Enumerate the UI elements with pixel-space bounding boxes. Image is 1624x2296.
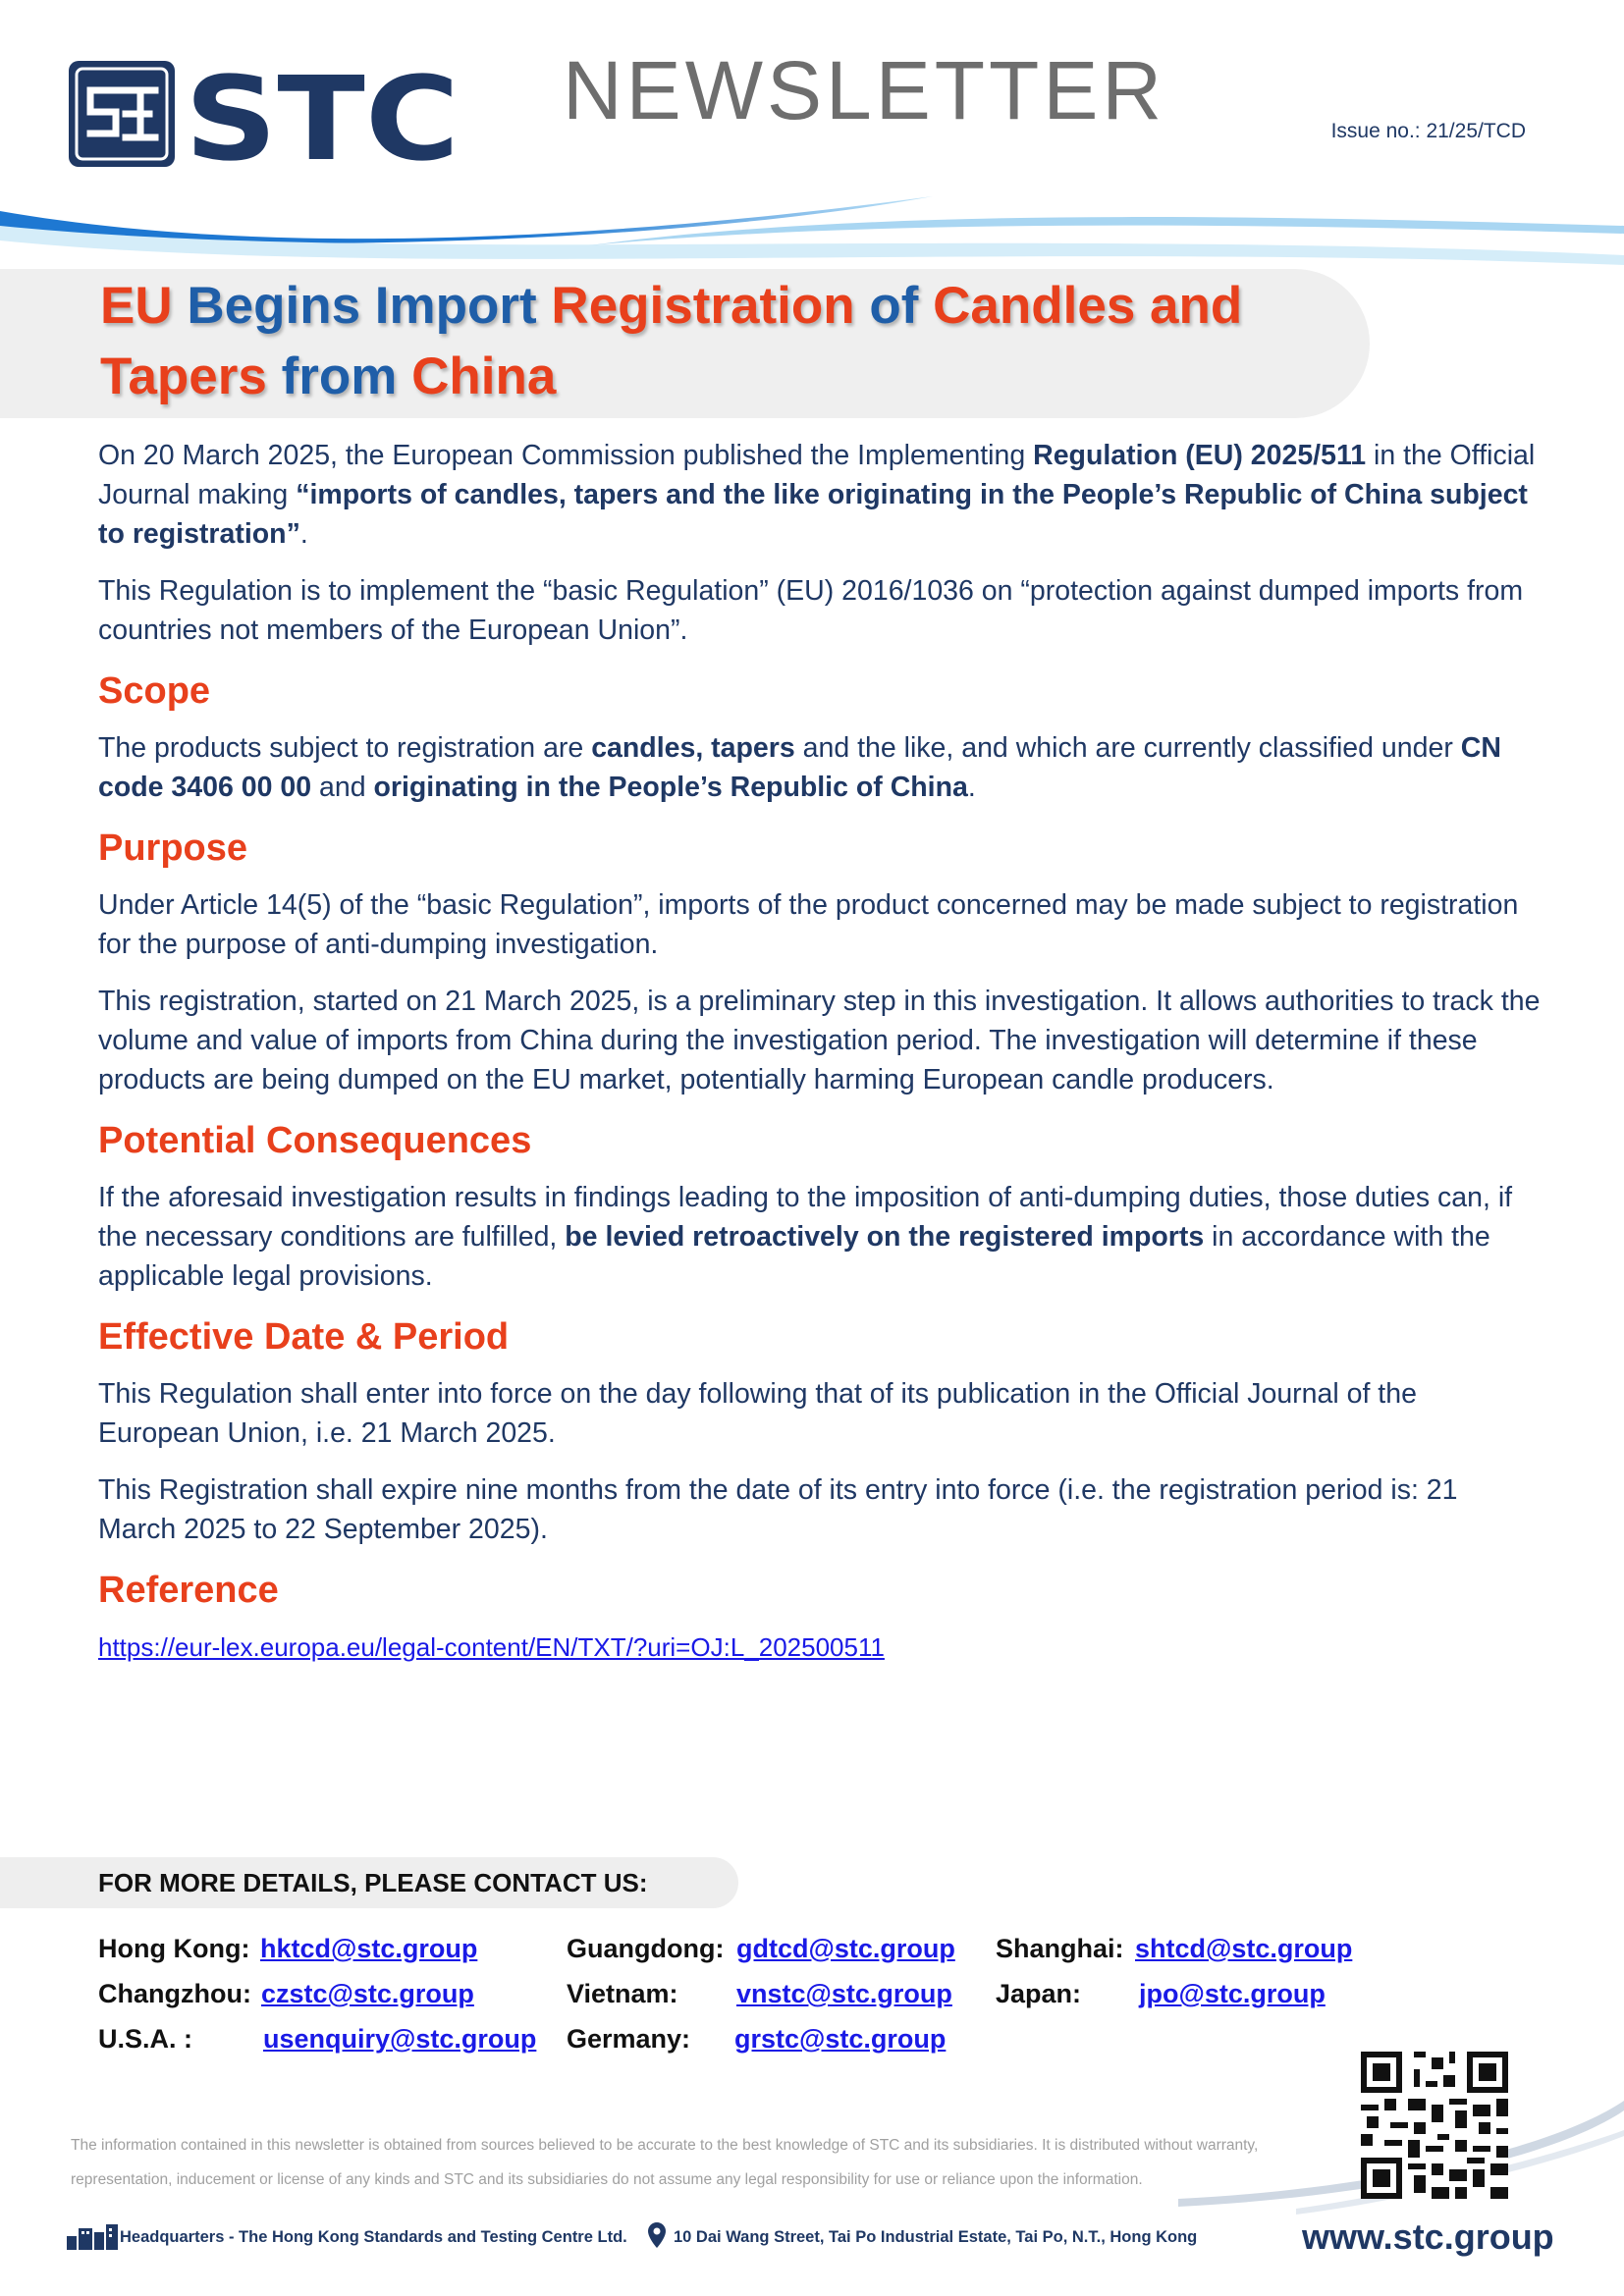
qr-code-icon — [1361, 2052, 1508, 2199]
header-swoosh — [0, 187, 1624, 275]
issue-number: Issue no.: 21/25/TCD — [1330, 120, 1526, 142]
title-word: China — [411, 347, 557, 405]
title-word: Candles and — [933, 277, 1243, 335]
contact-email-vn[interactable]: vnstc@stc.group — [736, 1979, 952, 2008]
website-link[interactable]: www.stc.group — [1302, 2216, 1554, 2257]
contact-heading: FOR MORE DETAILS, PLEASE CONTACT US: — [98, 1868, 648, 1897]
building-icon — [67, 2222, 118, 2250]
contact-email-gd[interactable]: gdtcd@stc.group — [736, 1934, 955, 1963]
section-heading-reference: Reference — [98, 1570, 279, 1611]
contact-email-jp[interactable]: jpo@stc.group — [1139, 1979, 1326, 2008]
article-body — [98, 436, 1542, 1684]
headquarters-text: Headquarters - The Hong Kong Standards and Testing Centre Ltd. — [120, 2228, 627, 2246]
reference-link[interactable]: https://eur-lex.europa.eu/legal-content/EN/TXT/?uri=OJ:L_202500511 — [98, 1632, 885, 1662]
stc-logo — [69, 61, 461, 167]
title-word: Begins Import — [187, 277, 537, 335]
contact-label: Vietnam: — [567, 1979, 678, 2008]
intro-paragraph: On 20 March 2025, the European Commission published the Implementing Regulation (EU) 2025/511 in the Official Journal making “imports of candles, tapers and the like originating in the People’s Republic of China subject to registration”. — [98, 440, 1536, 550]
section-heading-consequences: Potential Consequences — [98, 1120, 532, 1161]
stc-logo-icon — [69, 61, 175, 167]
consequences-paragraph: If the aforesaid investigation results in findings leading to the imposition of anti-dumping duties, those duties can, if the necessary conditions are fulfilled, be levied retroactively on the registered imports in accordance with the applicable legal provisions. — [98, 1182, 1513, 1292]
title-word: Tapers — [100, 347, 267, 405]
address-text: 10 Dai Wang Street, Tai Po Industrial Estate, Tai Po, N.T., Hong Kong — [674, 2228, 1198, 2246]
section-heading-purpose: Purpose — [98, 828, 248, 869]
title-word: Registration — [551, 277, 855, 335]
contact-email-hk[interactable]: hktcd@stc.group — [260, 1934, 478, 1963]
contact-label: Germany: — [567, 2024, 691, 2054]
location-pin-icon — [648, 2222, 666, 2248]
purpose-paragraph-2: This registration, started on 21 March 2025, is a preliminary step in this investigation. It allows authorities to track the volume and value of imports from China during the investigation period. The investigation will determine if these products are being dumped on the EU market, potentially harming European candle producers. — [98, 986, 1541, 1095]
contact-label: Hong Kong: — [98, 1934, 250, 1963]
contact-label: Changzhou: — [98, 1979, 251, 2008]
title-word: of — [869, 277, 919, 335]
contact-label: U.S.A. : — [98, 2024, 193, 2054]
contact-email-cz[interactable]: czstc@stc.group — [261, 1979, 474, 2008]
intro-paragraph-2: This Regulation is to implement the “basic Regulation” (EU) 2016/1036 on “protection against dumped imports from countries not members of the European Union”. — [98, 575, 1524, 646]
title-word: from — [281, 347, 398, 405]
contact-email-us[interactable]: usenquiry@stc.group — [263, 2024, 537, 2054]
contact-email-de[interactable]: grstc@stc.group — [734, 2024, 947, 2054]
title-word: EU — [100, 277, 173, 335]
contact-label: Shanghai: — [996, 1934, 1124, 1963]
purpose-paragraph: Under Article 14(5) of the “basic Regulation”, imports of the product concerned may be made subject to registration for the purpose of anti-dumping investigation. — [98, 889, 1519, 960]
contact-email-sh[interactable]: shtcd@stc.group — [1135, 1934, 1353, 1963]
section-heading-scope: Scope — [98, 670, 211, 712]
scope-paragraph: The products subject to registration are candles, tapers and the like, and which are currently classified under CN code 3406 00 00 and originating in the People’s Republic of China. — [98, 732, 1501, 803]
page-title — [100, 271, 1367, 412]
brand-wordmark: STC — [185, 61, 460, 167]
disclaimer-text: The information contained in this newsletter is obtained from sources believed to be accurate to the best knowledge of STC and its subsidiaries. It is distributed without warranty, representation, inducement or license of any kinds and STC and its subsidiaries do not assume any legal responsibility for use or reliance upon the information. — [71, 2137, 1259, 2188]
newsletter-title: NEWSLETTER — [563, 44, 1166, 136]
contact-label: Japan: — [996, 1979, 1082, 2008]
effective-paragraph: This Regulation shall enter into force on the day following that of its publication in the Official Journal of the European Union, i.e. 21 March 2025. — [98, 1378, 1417, 1449]
effective-paragraph-2: This Registration shall expire nine months from the date of its entry into force (i.e. the registration period is: 21 March 2025 to 22 September 2025). — [98, 1474, 1458, 1545]
section-heading-effective: Effective Date & Period — [98, 1316, 510, 1358]
contact-label: Guangdong: — [567, 1934, 725, 1963]
